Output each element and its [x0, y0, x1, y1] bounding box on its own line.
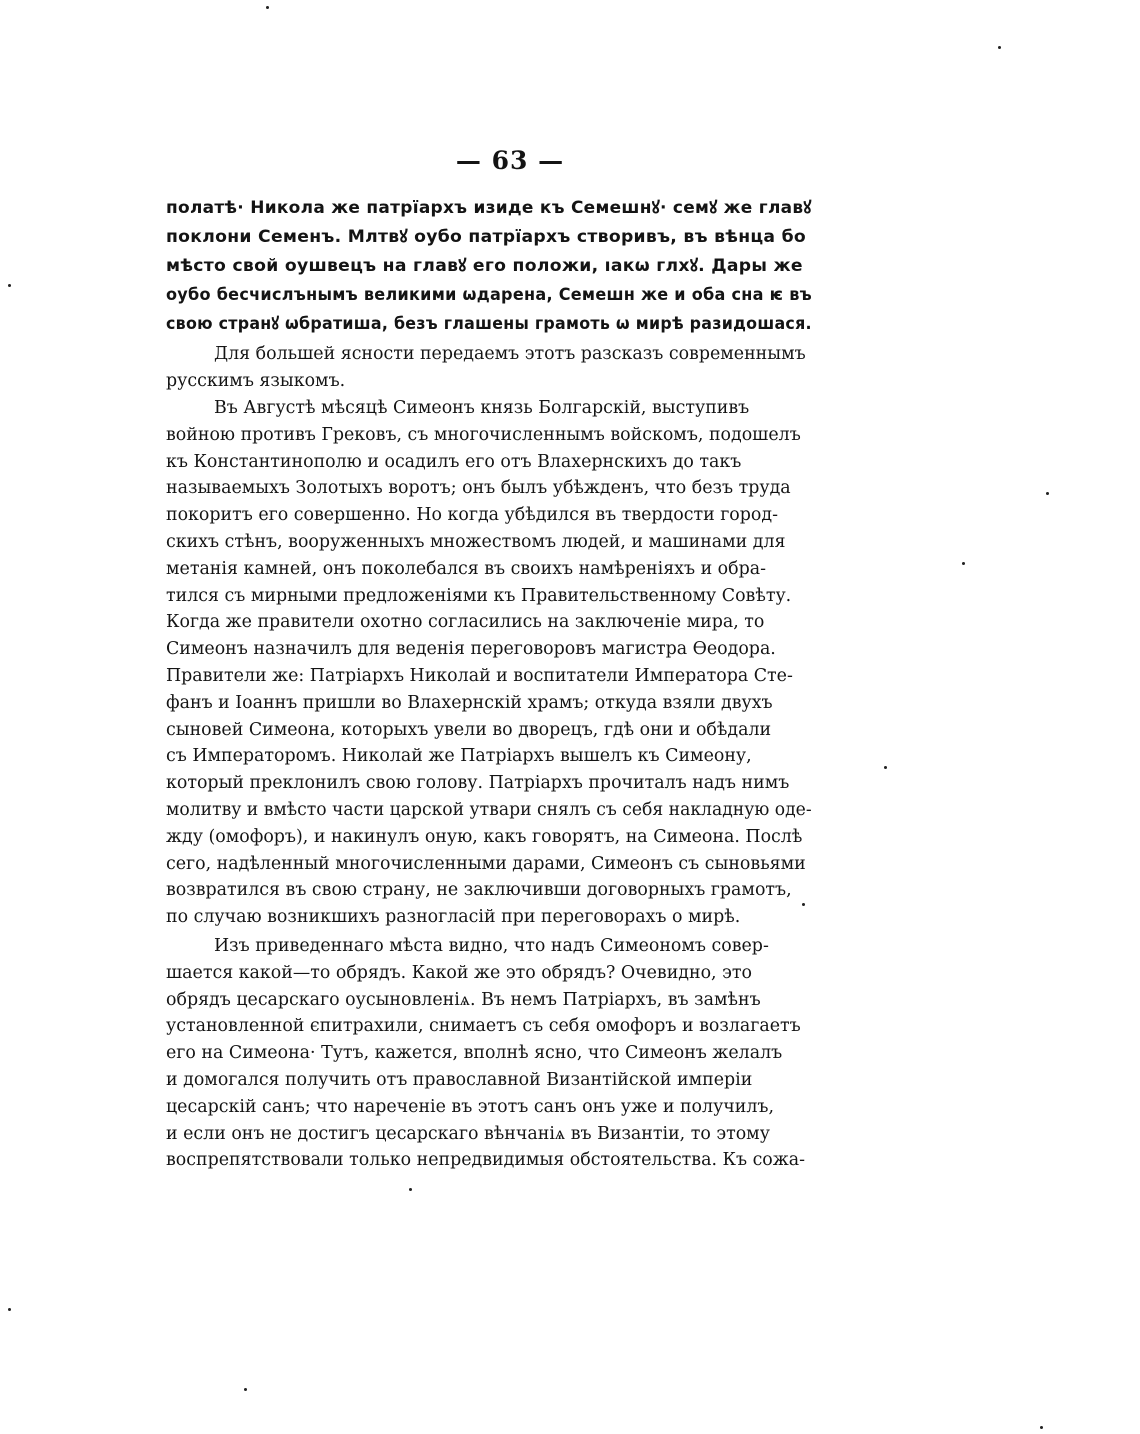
text-line: молитву и вмѣсто части царской утвари снялъ съ себя накладную оде- — [166, 799, 812, 820]
text-line: воспрепятствовали только непредвидимыя обстоятельства. Къ сожа- — [166, 1150, 806, 1171]
quote-line: мѣсто свой оушвецъ на главꙋ его положи, ıакѡ глхꙋ. Дары же — [166, 256, 803, 276]
scan-speck — [8, 284, 11, 287]
text-line: съ Императоромъ. Николай же Патріархъ вышелъ къ Симеону, — [166, 746, 752, 767]
text-line: и если онъ не достигъ цесарскаго вѣнчаніѧ въ Византіи, то этому — [166, 1123, 770, 1144]
text-line: жду (омофоръ), и накинулъ оную, какъ говорятъ, на Симеона. Послѣ — [166, 826, 803, 847]
scan-speck — [802, 903, 805, 906]
text-line: тился съ мирными предложеніями къ Правительственному Совѣту. — [166, 585, 792, 606]
scan-speck — [244, 1388, 247, 1391]
church-slavonic-quote — [166, 194, 812, 339]
text-line: сыновей Симеона, которыхъ увели во дворецъ, гдѣ они и обѣдали — [166, 719, 772, 740]
scan-speck — [998, 46, 1001, 49]
quote-line: поклони Семенъ. Млтвꙋ оубо патрїархъ створивъ, въ вѣнца бо — [166, 227, 807, 247]
text-line: цесарскій санъ; что нареченіе въ этотъ санъ онъ уже и получилъ, — [166, 1096, 775, 1117]
text-line: установленной єпитрахили, снимаетъ съ себя омофоръ и возлагаетъ — [166, 1016, 801, 1037]
text-line: Когда же правители охотно согласились на заключеніе мира, то — [166, 612, 765, 633]
text-line: обрядъ цесарскаго оусыновленіѧ. Въ немъ Патріархъ, въ замѣнъ — [166, 989, 761, 1010]
page-number: — 63 — — [455, 146, 565, 175]
text-line: называемыхъ Золотыхъ воротъ; онъ былъ убѣжденъ, что безъ труда — [166, 478, 791, 499]
text-line: по случаю возникшихъ разногласій при переговорахъ о мирѣ. — [166, 907, 741, 928]
text-line: метанія камней, онъ поколебался въ своихъ намѣреніяхъ и обра- — [166, 558, 767, 579]
text-line: который преклонилъ свою голову. Патріархъ прочиталъ надъ нимъ — [166, 773, 790, 794]
quote-line: полатѣ· Никола же патрїархъ изиде къ Семешнꙋ· семꙋ же главꙋ — [166, 198, 812, 218]
scan-speck — [1046, 492, 1049, 495]
quote-line: свою странꙋ ѡбратиша, безъ глашены грамоть ѡ мирѣ разидошася. — [166, 314, 812, 334]
scan-speck — [8, 1308, 11, 1311]
text-line: Изъ приведеннаго мѣста видно, что надъ Симеономъ совер- — [214, 936, 769, 956]
text-line: возвратился въ свою страну, не заключивши договорныхъ грамотъ, — [166, 880, 792, 901]
text-line: покоритъ его совершенно. Но когда убѣдился въ твердости город- — [166, 505, 778, 526]
paragraph-intro — [166, 341, 812, 395]
text-line: фанъ и Іоаннъ пришли во Влахернскій храмъ; откуда взяли двухъ — [166, 692, 773, 713]
scan-speck — [962, 562, 965, 565]
text-line: сего, надѣленный многочисленными дарами, Симеонъ съ сыновьями — [166, 853, 806, 874]
text-line: Симеонъ назначилъ для веденія переговоровъ магистра Ѳеодора. — [166, 639, 776, 660]
paragraph-translation — [166, 395, 812, 931]
text-line: къ Константинополю и осадилъ его отъ Влахернскихъ до такъ — [166, 451, 742, 472]
scan-speck — [884, 766, 887, 769]
text-line: Правители же: Патріархъ Николай и воспитатели Императора Сте- — [166, 665, 793, 686]
text-line: его на Симеона· Тутъ, кажется, вполнѣ ясно, что Симеонъ желалъ — [166, 1043, 783, 1064]
paragraph-commentary — [166, 933, 812, 1174]
text-line: и домогался получить отъ православной Византійской имперіи — [166, 1069, 753, 1090]
quote-line: оубо бесчислънымъ великими ѡдарена, Семешн же и оба сна ѥ въ — [166, 285, 812, 305]
text-line: скихъ стѣнъ, вооруженныхъ множествомъ людей, и машинами для — [166, 531, 786, 552]
scan-speck — [266, 6, 269, 9]
scan-speck — [1040, 1426, 1043, 1429]
text-line: войною противъ Грековъ, съ многочисленнымъ войскомъ, подошелъ — [166, 424, 801, 445]
text-line: Въ Августѣ мѣсяцѣ Симеонъ князь Болгарскій, выступивъ — [214, 398, 750, 418]
text-line: шается какой—то обрядъ. Какой же это обрядъ? Очевидно, это — [166, 962, 752, 983]
text-line: Для большей ясности передаемъ этотъ разсказъ современнымъ — [214, 344, 806, 364]
text-line: русскимъ языкомъ. — [166, 370, 346, 391]
scan-speck — [409, 1188, 412, 1191]
